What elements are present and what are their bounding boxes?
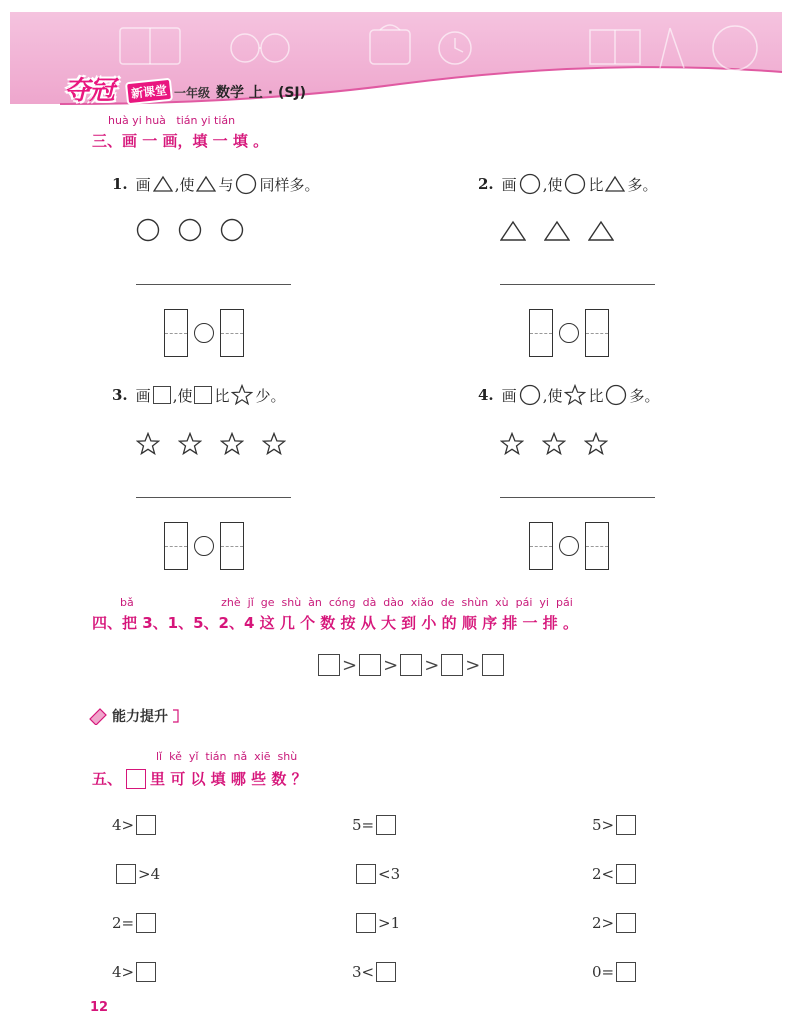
answer-box[interactable] (585, 522, 609, 570)
answer-box[interactable] (441, 654, 463, 676)
question-text: 画 (501, 175, 517, 194)
star-icon (136, 432, 160, 456)
question-text: ,使 (174, 175, 195, 194)
triangle-icon (153, 175, 173, 193)
compare-circle[interactable] (194, 323, 214, 343)
question-text: ,使 (172, 386, 193, 405)
fill-item (352, 962, 398, 982)
item-left-text: 4> (112, 816, 135, 834)
section4-heading: 四、把 3、1、5、2、4 这 几 个 数 按 从 大 到 小 的 顺 序 排 一 排 。 (92, 614, 578, 632)
answer-box[interactable] (585, 309, 609, 357)
answer-box[interactable] (376, 815, 396, 835)
fill-item (592, 815, 638, 835)
star-icon (262, 432, 286, 456)
item-left-text: 2= (112, 914, 135, 932)
answer-box[interactable] (616, 815, 636, 835)
question-number: 3. (112, 386, 128, 404)
page-header-banner (0, 0, 800, 110)
answer-box[interactable] (356, 913, 376, 933)
question-text: 多。 (629, 386, 660, 405)
question-text: 画 (501, 386, 517, 405)
star-icon (584, 432, 608, 456)
item-right-text: >4 (138, 865, 161, 883)
fill-item (112, 815, 158, 835)
item-right-text: <3 (378, 865, 401, 883)
question-1 (112, 173, 320, 195)
item-left-text: 0= (592, 963, 615, 981)
order-answer-row (318, 654, 504, 676)
question-text: 少。 (255, 386, 286, 405)
answer-box[interactable] (400, 654, 422, 676)
subject-label: 数学 上 · (SJ) (216, 85, 307, 101)
answer-box[interactable] (164, 522, 188, 570)
question-number: 4. (478, 386, 494, 404)
circle-icon (136, 218, 160, 242)
circle-icon (564, 173, 586, 195)
series-badge: 新课堂 (125, 78, 173, 106)
section3-pinyin: huà yi huà tián yi tián (108, 114, 236, 127)
question-2 (478, 173, 658, 195)
fill-item (352, 815, 398, 835)
q4-symbols (500, 432, 608, 456)
question-text: 画 (135, 175, 151, 194)
answer-box[interactable] (529, 522, 553, 570)
answer-box[interactable] (529, 309, 553, 357)
section5-heading (92, 768, 307, 789)
circle-icon (605, 384, 627, 406)
item-left-text: 4> (112, 963, 135, 981)
question-text: 比 (588, 175, 604, 194)
circle-icon (178, 218, 202, 242)
compare-circle[interactable] (559, 536, 579, 556)
star-icon (542, 432, 566, 456)
fill-item (354, 864, 400, 884)
answer-box[interactable] (164, 309, 188, 357)
q3-symbols (136, 432, 286, 456)
question-text: ,使 (542, 175, 563, 194)
question-4 (478, 384, 660, 406)
fill-item (592, 913, 638, 933)
answer-box[interactable] (359, 654, 381, 676)
brand-logo: 夺冠 (64, 76, 115, 106)
section5-pinyin: lǐ kě yǐ tián nǎ xiē shù (156, 750, 298, 763)
fill-item (112, 962, 158, 982)
circle-icon (220, 218, 244, 242)
q2-drawing-line[interactable] (500, 284, 655, 285)
greater-than-sign: > (465, 654, 481, 676)
answer-box[interactable] (220, 522, 244, 570)
fill-item (114, 864, 160, 884)
answer-box[interactable] (356, 864, 376, 884)
grade-label: 一年级 (174, 86, 211, 100)
fill-item (354, 913, 400, 933)
question-number: 2. (478, 175, 494, 193)
bracket-icon (172, 708, 180, 724)
answer-box[interactable] (136, 913, 156, 933)
circle-icon (519, 384, 541, 406)
fill-item (592, 962, 638, 982)
item-left-text: 3< (352, 963, 375, 981)
item-left-text: 2> (592, 914, 615, 932)
question-text: 同样多。 (259, 175, 320, 194)
q4-drawing-line[interactable] (500, 497, 655, 498)
answer-box[interactable] (116, 864, 136, 884)
answer-box[interactable] (616, 864, 636, 884)
answer-box[interactable] (376, 962, 396, 982)
triangle-icon (588, 220, 614, 242)
item-right-text: >1 (378, 914, 401, 932)
question-text: 画 (135, 386, 151, 405)
banner-background (0, 0, 800, 110)
question-text: 比 (588, 386, 604, 405)
square-icon (126, 769, 146, 789)
ability-section-tag (88, 706, 180, 726)
q1-compare (164, 309, 244, 357)
section3-heading: 三、画 一 画，填 一 填 。 (92, 132, 269, 150)
section5-heading-suffix: 里 可 以 填 哪 些 数 ？ (150, 770, 307, 788)
question-text: 多。 (627, 175, 658, 194)
item-left-text: 5> (592, 816, 615, 834)
q2-compare (529, 309, 609, 357)
answer-box[interactable] (136, 962, 156, 982)
section5-heading-prefix: 五、 (92, 770, 123, 788)
triangle-icon (544, 220, 570, 242)
triangle-icon (500, 220, 526, 242)
q3-compare (164, 522, 244, 570)
item-left-text: 2< (592, 865, 615, 883)
star-icon (231, 384, 253, 406)
answer-box[interactable] (616, 913, 636, 933)
answer-box[interactable] (220, 309, 244, 357)
fill-item (112, 913, 158, 933)
item-left-text: 5= (352, 816, 375, 834)
question-3 (112, 384, 286, 406)
q1-drawing-line[interactable] (136, 284, 291, 285)
answer-box[interactable] (482, 654, 504, 676)
question-text: 比 (214, 386, 230, 405)
triangle-icon (196, 175, 216, 193)
question-text: ,使 (542, 386, 563, 405)
square-icon (153, 386, 171, 404)
pencil-icon (88, 707, 108, 725)
compare-circle[interactable] (559, 323, 579, 343)
circle-icon (235, 173, 257, 195)
answer-box[interactable] (318, 654, 340, 676)
star-icon (178, 432, 202, 456)
question-number: 1. (112, 175, 128, 193)
greater-than-sign: > (342, 654, 358, 676)
page-number: 12 (90, 1000, 109, 1015)
answer-box[interactable] (136, 815, 156, 835)
star-icon (500, 432, 524, 456)
q3-drawing-line[interactable] (136, 497, 291, 498)
triangle-icon (605, 175, 625, 193)
square-icon (194, 386, 212, 404)
section4-pinyin: bǎ zhè jǐ ge shù àn cóng dà dào xiǎo de shùn xù pái yi pái (120, 596, 573, 609)
q2-symbols (500, 220, 614, 242)
compare-circle[interactable] (194, 536, 214, 556)
star-icon (564, 384, 586, 406)
question-text: 与 (218, 175, 234, 194)
circle-icon (519, 173, 541, 195)
greater-than-sign: > (424, 654, 440, 676)
ability-label: 能力提升 (112, 709, 168, 725)
star-icon (220, 432, 244, 456)
q4-compare (529, 522, 609, 570)
fill-item (592, 864, 638, 884)
answer-box[interactable] (616, 962, 636, 982)
greater-than-sign: > (383, 654, 399, 676)
q1-symbols (136, 218, 244, 242)
